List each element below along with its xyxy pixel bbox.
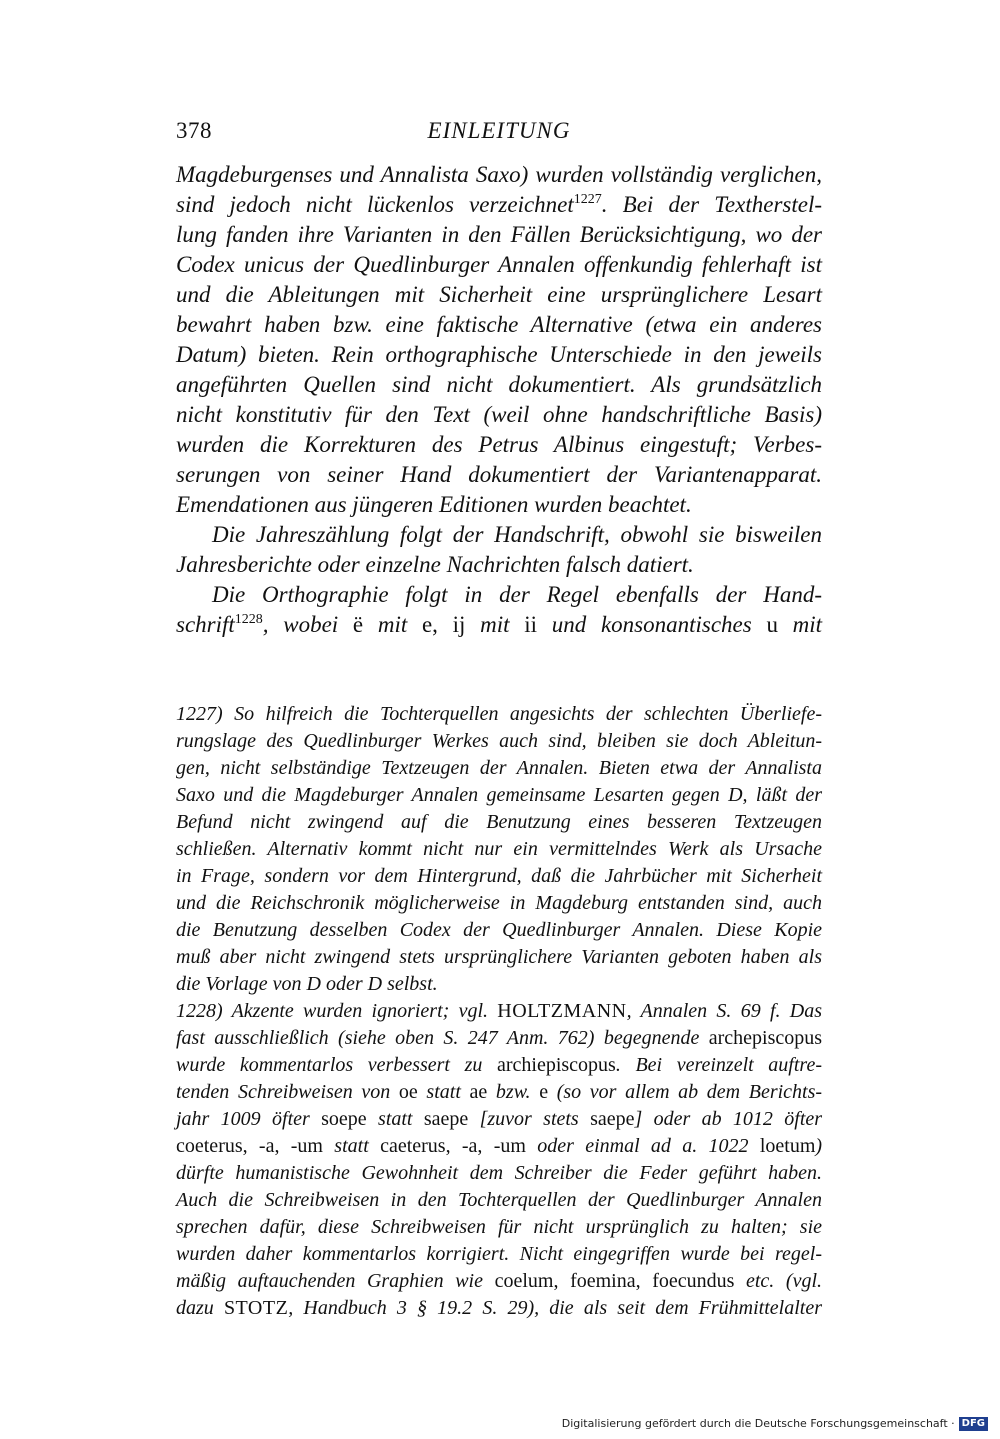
footnotes (176, 701, 822, 1322)
author-name: HOLTZMANN (497, 1000, 627, 1022)
running-head: EINLEITUNG (427, 118, 571, 143)
text-fragment: . Bei vereinzelt auftre- (615, 1054, 823, 1076)
text-fragment: mäßig auftauchenden Graphien wie (176, 1270, 483, 1292)
text-fragment: oe (398, 1081, 418, 1103)
text-line: Emendationen aus jüngeren Editionen wurden beachtet. (176, 492, 692, 517)
footnote-line (176, 1052, 822, 1079)
text-fragment: mit (792, 612, 823, 637)
text-line: Magdeburgenses und Annalista Saxo) wurden vollständig verglichen, (176, 162, 822, 187)
text-fragment: caeterus, -a, -um (380, 1135, 526, 1157)
credit-text: Digitalisierung gefördert durch die Deutsche Forschungsgemeinschaft · (561, 1417, 955, 1430)
text-fragment: soepe (321, 1108, 367, 1130)
footnote-line (176, 1133, 822, 1160)
paragraph-year-count (176, 520, 822, 580)
text-fragment: . Bei der Textherstel- (601, 192, 822, 217)
text-line: lung fanden ihre Varianten in den Fällen Berücksichtigung, wo der (176, 222, 822, 247)
text-line: Datum) bieten. Rein orthographische Unterschiede in den jeweils (176, 342, 822, 367)
footnote-line (176, 1106, 822, 1133)
text-line: Die Jahreszählung folgt der Handschrift, obwohl sie bisweilen (212, 522, 822, 547)
text-fragment: schrift (176, 612, 235, 637)
text-line (176, 610, 822, 640)
text-fragment: tenden Schreibweisen von (176, 1081, 391, 1103)
text-fragment: fast ausschließlich (siehe oben S. 247 Anm. 762) begegnende (176, 1027, 700, 1049)
text-fragment: coelum, foemina, foecundus (494, 1270, 735, 1292)
text-line (176, 190, 822, 220)
text-fragment: statt (426, 1081, 461, 1103)
text-fragment: oder einmal ad a. 1022 (537, 1135, 749, 1157)
footnote-line: wurden daher kommentarlos korrigiert. Nicht eingegriffen wurde bei regel- (176, 1243, 822, 1265)
text-fragment: und konsonantisches (551, 612, 752, 637)
text-fragment: wurde kommentarlos verbessert zu (176, 1054, 483, 1076)
text-fragment: ] oder ab 1012 öfter (634, 1108, 823, 1130)
text-fragment: , Annalen S. 69 f. Das (626, 1000, 823, 1022)
text-fragment: archepiscopus (708, 1027, 823, 1049)
text-fragment: [zuvor stets (479, 1108, 579, 1130)
text-line: Die Orthographie folgt in der Regel ebenfalls der Hand- (212, 582, 822, 607)
footnote-line (176, 998, 822, 1025)
text-line: und die Ableitungen mit Sicherheit eine ursprünglichere Lesart (176, 282, 822, 307)
text-fragment: , Handbuch 3 § 19.2 S. 29), die als seit dem Frühmittelalter (288, 1297, 822, 1319)
text-line: nicht konstitutiv für den Text (weil ohne handschriftliche Basis) (176, 402, 822, 427)
text-line: Codex unicus der Quedlinburger Annalen offenkundig fehlerhaft ist (176, 252, 822, 277)
text-fragment: statt (334, 1135, 369, 1157)
text-fragment: , wobei (262, 612, 339, 637)
footnote-line: die Benutzung desselben Codex der Quedlinburger Annalen. Diese Kopie (176, 919, 822, 941)
text-fragment: bzw. (495, 1081, 531, 1103)
footnote-line: schließen. Alternativ kommt nicht nur ein vermittelndes Werk als Ursache (176, 838, 822, 860)
text-line: angeführten Quellen sind nicht dokumentiert. Als grundsätzlich (176, 372, 822, 397)
text-fragment: jahr 1009 öfter (176, 1108, 310, 1130)
text-fragment: statt (378, 1108, 413, 1130)
text-fragment: saepe (590, 1108, 635, 1130)
paragraph-orthography (176, 580, 822, 640)
footnote-1228 (176, 998, 822, 1322)
footnote-line: sprechen dafür, diese Schreibweisen für nicht ursprünglich zu halten; sie (176, 1216, 822, 1238)
footnote-line: 1227) So hilfreich die Tochterquellen angesichts der schlechten Überliefe- (176, 703, 822, 725)
text-fragment: coeterus, -a, -um (176, 1135, 323, 1157)
footnote-line (176, 1079, 822, 1106)
text-fragment: saepe (423, 1108, 469, 1130)
footnote-line: und die Reichschronik möglicherweise in Magdeburg entstanden sind, auch (176, 892, 822, 914)
footnote-line: rungslage des Quedlinburger Werkes auch sind, bleiben sie doch Ableitun- (176, 730, 822, 752)
text-fragment: e, (421, 612, 438, 637)
text-line: bewahrt haben bzw. eine faktische Alternative (etwa ein anderes (176, 312, 822, 337)
dfg-logo: DFG (959, 1417, 988, 1431)
footnote-line: muß aber nicht zwingend stets ursprünglichere Varianten geboten haben als (176, 946, 822, 968)
footnote-line: in Frage, sondern vor dem Hintergrund, daß die Jahrbücher mit Sicherheit (176, 865, 822, 887)
text-fragment: ) (815, 1135, 823, 1157)
page-header (176, 114, 822, 148)
footnote-line (176, 1268, 822, 1295)
footnote-line: Auch die Schreibweisen in den Tochterquellen der Quedlinburger Annalen (176, 1189, 822, 1211)
page-number: 378 (176, 118, 212, 143)
text-fragment: u (766, 612, 778, 637)
text-line: Jahresberichte oder einzelne Nachrichten falsch datiert. (176, 552, 694, 577)
text-line: wurden die Korrekturen des Petrus Albinus eingestuft; Verbes- (176, 432, 822, 457)
text-fragment: dazu (176, 1297, 214, 1319)
footnote-line: gen, nicht selbständige Textzeugen der Annalen. Bieten etwa der Annalista (176, 757, 822, 779)
footnote-line: Befund nicht zwingend auf die Benutzung eines besseren Textzeugen (176, 811, 822, 833)
text-fragment: archiepiscopus (496, 1054, 616, 1076)
text-line: serungen von seiner Hand dokumentiert der Variantenapparat. (176, 462, 822, 487)
text-fragment: mit (480, 612, 510, 637)
footnote-line: dürfte humanistische Gewohnheit dem Schreiber die Feder geführt haben. (176, 1162, 822, 1184)
text-fragment: etc. (vgl. (746, 1270, 823, 1292)
text-fragment: (so vor allem ab dem Berichts- (556, 1081, 823, 1103)
footnote-line (176, 1295, 822, 1322)
text-fragment: mit (377, 612, 408, 637)
footnote-line: Saxo und die Magdeburger Annalen gemeinsame Lesarten gegen D, läßt der (176, 784, 822, 806)
text-fragment: ae (469, 1081, 488, 1103)
text-fragment: 1228) Akzente wurden ignoriert; vgl. (176, 1000, 489, 1022)
digitization-credit (562, 1415, 988, 1433)
author-name: STOTZ (223, 1297, 289, 1319)
text-fragment: ë (352, 612, 364, 637)
footnote-line (176, 1025, 822, 1052)
text-fragment: loetum (759, 1135, 816, 1157)
footnote-ref-1228: 1228 (234, 612, 263, 627)
text-fragment: sind jedoch nicht lückenlos verzeichnet (176, 192, 574, 217)
footnote-ref-1227: 1227 (573, 192, 602, 207)
paragraph-editions (176, 160, 822, 520)
footnote-1227 (176, 701, 822, 998)
text-fragment: ij (452, 612, 466, 637)
footnote-line: die Vorlage von D oder D selbst. (176, 973, 438, 995)
text-fragment: ii (524, 612, 538, 637)
main-text (176, 160, 822, 640)
text-fragment: e (539, 1081, 549, 1103)
